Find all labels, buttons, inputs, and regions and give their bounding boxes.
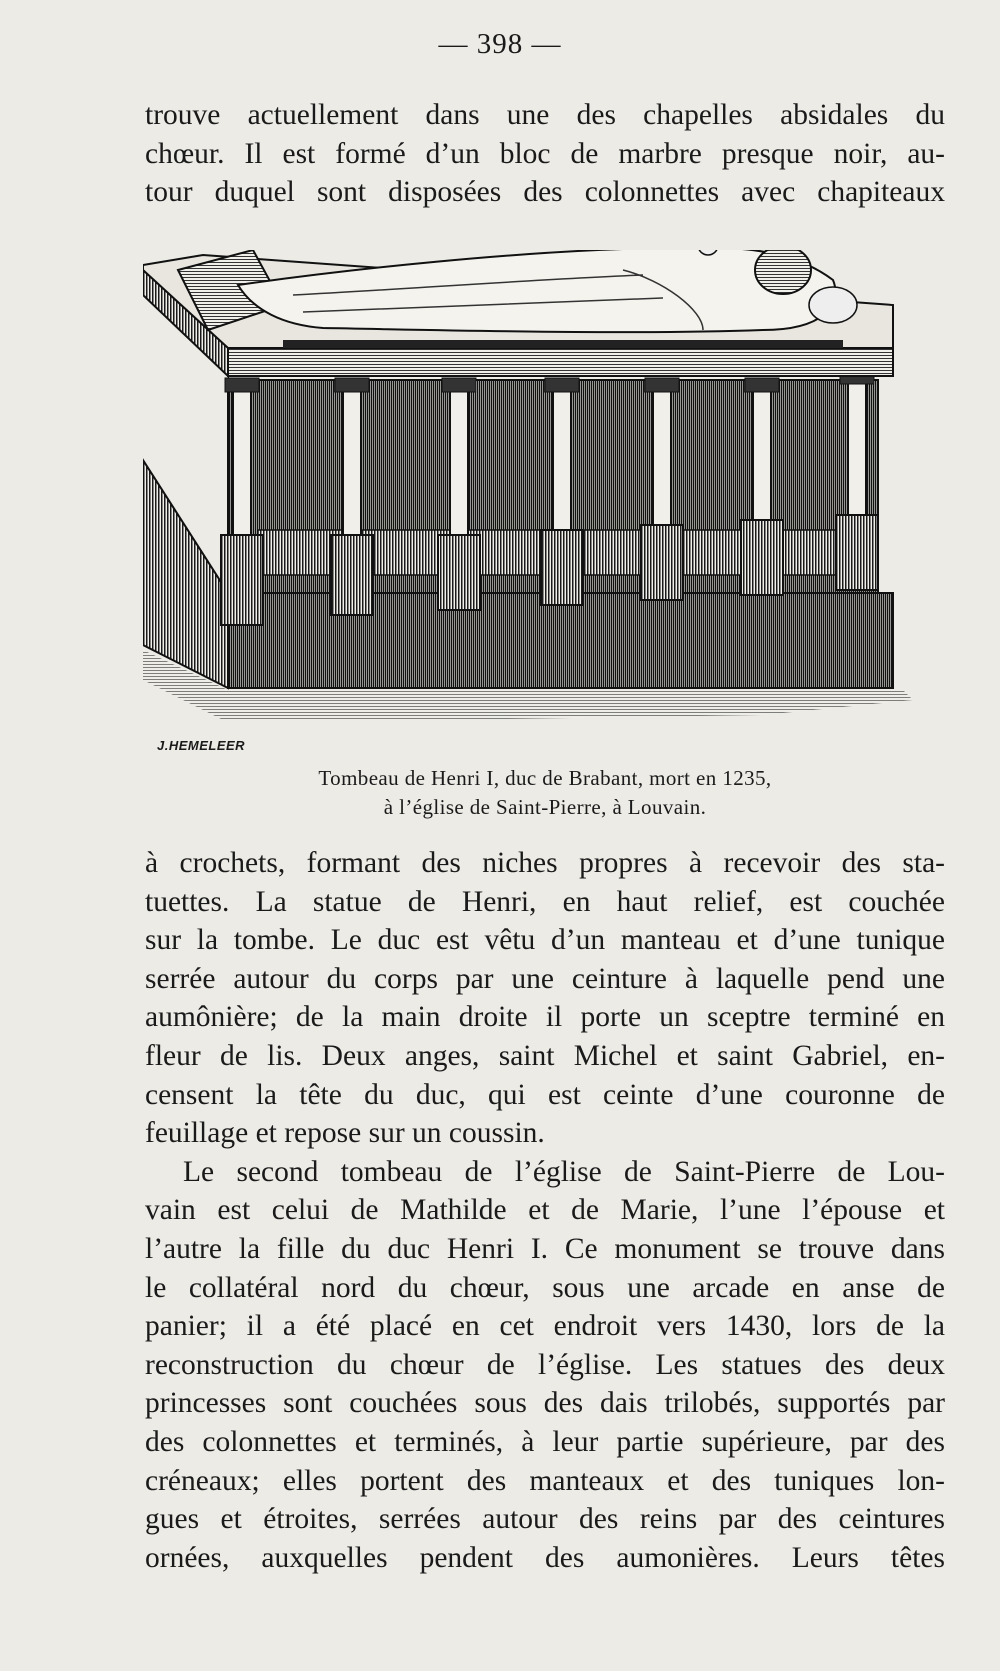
text-line: l’autre la fille du duc Henri I. Ce monument se trouve dans — [145, 1232, 945, 1265]
text-line: princesses sont couchées sous des dais trilobés, supportés par — [145, 1387, 945, 1420]
text-line: fleur de lis. Deux anges, saint Michel et saint Gabriel, en- — [145, 1039, 945, 1072]
text-line: à crochets, formant des niches propres à recevoir des sta- — [145, 847, 945, 879]
text-line: sur la tombe. Le duc est vêtu d’un manteau et d’une tunique — [145, 924, 945, 957]
text-line: trouve actuellement dans une des chapelles absidales du — [145, 99, 945, 131]
text-line: tuettes. La statue de Henri, en haut relief, est couchée — [145, 885, 945, 918]
text-line: panier; il a été placé en cet endroit vers 1430, lors de la — [145, 1310, 945, 1343]
text-line: ornées, auxquelles pendent des aumonières. Leurs têtes — [145, 1541, 945, 1574]
text-block-main — [145, 844, 945, 1577]
text-line: chœur. Il est formé d’un bloc de marbre presque noir, au- — [145, 137, 945, 170]
text-block-top — [145, 96, 945, 212]
engraver-signature: J.HEMELEER — [157, 738, 246, 753]
text-line: vain est celui de Mathilde et de Marie, l’une l’épouse et — [145, 1194, 945, 1227]
text-line: aumônière; de la main droite il porte un sceptre terminé en — [145, 1001, 945, 1034]
figure-caption — [145, 764, 945, 822]
text-line: le collatéral nord du chœur, sous une arcade en anse de — [145, 1271, 945, 1304]
text-line: tour duquel sont disposées des colonnettes avec chapiteaux — [145, 176, 945, 209]
text-line: gues et étroites, serrées autour des reins par des ceintures — [145, 1503, 945, 1536]
text-line: Le second tombeau de l’église de Saint-Pierre de Lou- — [183, 1155, 945, 1188]
text-line: des colonnettes et terminés, à leur partie supérieure, par des — [145, 1425, 945, 1458]
caption-line: Tombeau de Henri I, duc de Brabant, mort en 1235, — [318, 766, 772, 790]
tomb-engraving — [143, 250, 968, 750]
tomb-illustration — [143, 250, 968, 750]
text-line: serrée autour du corps par une ceinture à laquelle pend une — [145, 962, 945, 995]
text-line: censent la tête du duc, qui est ceinte d’une couronne de — [145, 1078, 945, 1111]
page-number: — 398 — — [438, 28, 562, 60]
text-line: reconstruction du chœur de l’église. Les statues des deux — [145, 1348, 945, 1381]
text-line: feuillage et repose sur un coussin. — [145, 1117, 545, 1150]
text-line: créneaux; elles portent des manteaux et des tuniques lon- — [145, 1464, 945, 1497]
caption-line: à l’église de Saint-Pierre, à Louvain. — [383, 795, 707, 819]
